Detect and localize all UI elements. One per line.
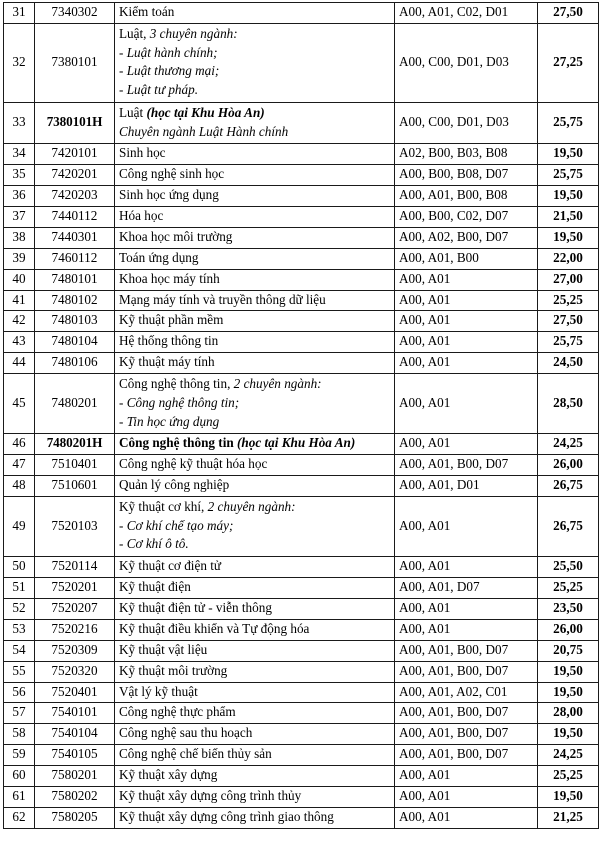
table-row: [4, 374, 599, 434]
table-row: [4, 745, 599, 766]
major-name-line: [119, 187, 219, 202]
table-row: [4, 290, 599, 311]
major-name-segment: Kỹ thuật môi trường: [119, 662, 228, 678]
subject-combination-cell: A00, A01, B00, B08: [395, 186, 538, 207]
major-name-cell: [115, 102, 395, 143]
row-index-cell: 45: [4, 374, 35, 434]
table-row: [4, 682, 599, 703]
major-name-segment: 2 chuyên ngành:: [233, 376, 322, 392]
major-name-cell: [115, 165, 395, 186]
major-name-cell: [115, 434, 395, 455]
major-name-line: [119, 62, 390, 81]
row-index-cell: 57: [4, 703, 35, 724]
major-name-segment: Hóa học: [119, 207, 164, 223]
major-name-segment: (học tại Khu Hòa An): [237, 435, 356, 451]
major-name-line: [119, 477, 229, 492]
row-index-cell: 35: [4, 165, 35, 186]
subject-combination-cell: A00, A01: [395, 290, 538, 311]
row-index-cell: 59: [4, 745, 35, 766]
major-name-line: [119, 81, 390, 100]
major-name-segment: 2 chuyên ngành:: [207, 498, 296, 514]
benchmark-score-cell: 19,50: [538, 682, 599, 703]
major-code-cell: 7380101: [35, 23, 115, 102]
major-name-segment: Hệ thống thông tin: [119, 333, 219, 349]
benchmark-score-cell: 27,50: [538, 3, 599, 24]
major-code-cell: 7420203: [35, 186, 115, 207]
major-name-segment: - Cơ khí chế tạo máy;: [119, 517, 234, 533]
subject-combination-cell: A00, A01: [395, 557, 538, 578]
benchmark-score-cell: 26,00: [538, 619, 599, 640]
table-row: [4, 144, 599, 165]
subject-combination-cell: A00, C00, D01, D03: [395, 102, 538, 143]
table-row: [4, 248, 599, 269]
major-code-cell: 7580201: [35, 766, 115, 787]
benchmark-score-cell: 26,75: [538, 496, 599, 556]
table-row: [4, 332, 599, 353]
benchmark-score-cell: 23,50: [538, 598, 599, 619]
major-name-line: [119, 394, 390, 413]
table-row: [4, 353, 599, 374]
benchmark-score-cell: 24,25: [538, 745, 599, 766]
row-index-cell: 53: [4, 619, 35, 640]
major-code-cell: 7480201: [35, 374, 115, 434]
subject-combination-cell: A00, A01, B00, D07: [395, 640, 538, 661]
row-index-cell: 32: [4, 23, 35, 102]
major-name-line: [119, 456, 267, 471]
major-name-segment: Luật,: [119, 25, 150, 41]
table-row: [4, 724, 599, 745]
major-code-cell: 7480201H: [35, 434, 115, 455]
major-name-segment: Kỹ thuật xây dựng công trình thủy: [119, 787, 302, 803]
major-name-segment: - Luật hành chính;: [119, 44, 218, 60]
row-index-cell: 52: [4, 598, 35, 619]
row-index-cell: 39: [4, 248, 35, 269]
major-name-cell: [115, 374, 395, 434]
major-name-cell: [115, 3, 395, 24]
benchmark-score-cell: 22,00: [538, 248, 599, 269]
row-index-cell: 41: [4, 290, 35, 311]
major-name-line: [119, 704, 236, 719]
admissions-score-table: [3, 2, 599, 829]
major-code-cell: 7480103: [35, 311, 115, 332]
benchmark-score-cell: 19,50: [538, 227, 599, 248]
row-index-cell: 61: [4, 786, 35, 807]
major-name-segment: Khoa học môi trường: [119, 228, 233, 244]
major-name-line: [119, 333, 218, 348]
major-name-segment: Công nghệ thông tin: [119, 435, 237, 451]
benchmark-score-cell: 27,25: [538, 23, 599, 102]
major-name-cell: [115, 476, 395, 497]
subject-combination-cell: A00, A01, B00, D07: [395, 745, 538, 766]
subject-combination-cell: A00, B00, B08, D07: [395, 165, 538, 186]
table-row: [4, 186, 599, 207]
major-name-cell: [115, 619, 395, 640]
major-name-segment: Công nghệ sau thu hoạch: [119, 725, 253, 741]
major-name-line: [119, 375, 390, 394]
major-name-line: [119, 498, 390, 517]
major-code-cell: 7520320: [35, 661, 115, 682]
table-row: [4, 640, 599, 661]
major-name-line: [119, 312, 223, 327]
major-name-line: [119, 642, 207, 657]
major-name-cell: [115, 557, 395, 578]
major-name-cell: [115, 290, 395, 311]
major-name-cell: [115, 578, 395, 599]
benchmark-score-cell: 21,25: [538, 807, 599, 828]
major-name-cell: [115, 598, 395, 619]
major-name-line: [119, 166, 224, 181]
major-name-segment: Kỹ thuật phần mềm: [119, 312, 224, 328]
row-index-cell: 33: [4, 102, 35, 143]
table-row: [4, 496, 599, 556]
major-name-cell: [115, 682, 395, 703]
major-code-cell: 7580205: [35, 807, 115, 828]
major-name-cell: [115, 206, 395, 227]
major-name-line: [119, 684, 198, 699]
major-code-cell: 7520103: [35, 496, 115, 556]
subject-combination-cell: A00, A01: [395, 786, 538, 807]
row-index-cell: 46: [4, 434, 35, 455]
major-code-cell: 7520207: [35, 598, 115, 619]
benchmark-score-cell: 19,50: [538, 724, 599, 745]
major-name-line: [119, 621, 309, 636]
table-row: [4, 227, 599, 248]
subject-combination-cell: A00, A01, A02, C01: [395, 682, 538, 703]
major-name-line: [119, 145, 166, 160]
row-index-cell: 54: [4, 640, 35, 661]
subject-combination-cell: A00, A01: [395, 434, 538, 455]
major-code-cell: 7480101: [35, 269, 115, 290]
major-name-line: [119, 746, 272, 761]
major-name-segment: Sinh học ứng dụng: [119, 187, 219, 203]
subject-combination-cell: A00, C00, D01, D03: [395, 23, 538, 102]
major-name-cell: [115, 353, 395, 374]
subject-combination-cell: A00, A01: [395, 374, 538, 434]
major-name-line: [119, 517, 390, 536]
major-name-segment: Sinh học: [119, 145, 166, 161]
row-index-cell: 47: [4, 455, 35, 476]
major-name-segment: - Công nghệ thông tin;: [119, 394, 240, 410]
benchmark-score-cell: 26,00: [538, 455, 599, 476]
subject-combination-cell: A00, A01, B00, D07: [395, 703, 538, 724]
major-name-line: [119, 767, 217, 782]
major-code-cell: 7540101: [35, 703, 115, 724]
table-row: [4, 206, 599, 227]
major-name-line: [119, 725, 252, 740]
row-index-cell: 37: [4, 206, 35, 227]
benchmark-score-cell: 25,75: [538, 332, 599, 353]
major-name-cell: [115, 269, 395, 290]
major-name-cell: [115, 144, 395, 165]
major-code-cell: 7520309: [35, 640, 115, 661]
major-name-cell: [115, 496, 395, 556]
major-name-cell: [115, 640, 395, 661]
major-name-segment: Kỹ thuật xây dựng công trình giao thông: [119, 808, 334, 824]
table-row: [4, 766, 599, 787]
benchmark-score-cell: 21,50: [538, 206, 599, 227]
major-code-cell: 7440301: [35, 227, 115, 248]
major-name-segment: - Tin học ứng dụng: [119, 413, 220, 429]
row-index-cell: 55: [4, 661, 35, 682]
major-name-segment: Kỹ thuật cơ khí,: [119, 498, 208, 514]
major-name-line: [119, 104, 390, 123]
table-row: [4, 311, 599, 332]
major-name-segment: Kỹ thuật điện: [119, 579, 191, 595]
major-code-cell: 7520401: [35, 682, 115, 703]
benchmark-score-cell: 25,25: [538, 578, 599, 599]
major-name-cell: [115, 186, 395, 207]
major-name-segment: (học tại Khu Hòa An): [146, 104, 265, 120]
benchmark-score-cell: 24,25: [538, 434, 599, 455]
major-name-cell: [115, 745, 395, 766]
table-row: [4, 807, 599, 828]
benchmark-score-cell: 25,75: [538, 165, 599, 186]
table-row: [4, 557, 599, 578]
major-name-cell: [115, 807, 395, 828]
major-name-segment: Vật lý kỹ thuật: [119, 683, 198, 699]
major-code-cell: 7520114: [35, 557, 115, 578]
major-code-cell: 7480104: [35, 332, 115, 353]
subject-combination-cell: A00, A01: [395, 598, 538, 619]
subject-combination-cell: A00, A01: [395, 353, 538, 374]
major-name-line: [119, 809, 334, 824]
major-name-segment: Kỹ thuật điện tử - viễn thông: [119, 599, 272, 615]
benchmark-score-cell: 25,50: [538, 557, 599, 578]
subject-combination-cell: A00, A01: [395, 311, 538, 332]
major-code-cell: 7510601: [35, 476, 115, 497]
subject-combination-cell: A00, A02, B00, D07: [395, 227, 538, 248]
major-code-cell: 7460112: [35, 248, 115, 269]
row-index-cell: 44: [4, 353, 35, 374]
major-name-cell: [115, 227, 395, 248]
benchmark-score-cell: 19,50: [538, 786, 599, 807]
row-index-cell: 58: [4, 724, 35, 745]
subject-combination-cell: A00, A01: [395, 269, 538, 290]
subject-combination-cell: A00, B00, C02, D07: [395, 206, 538, 227]
subject-combination-cell: A00, A01, B00, D07: [395, 661, 538, 682]
major-code-cell: 7480102: [35, 290, 115, 311]
row-index-cell: 42: [4, 311, 35, 332]
major-name-line: [119, 579, 191, 594]
subject-combination-cell: A00, A01, C02, D01: [395, 3, 538, 24]
table-row: [4, 23, 599, 102]
major-name-cell: [115, 766, 395, 787]
major-name-segment: Kỹ thuật vật liệu: [119, 641, 208, 657]
major-name-line: [119, 123, 390, 142]
major-code-cell: 7440112: [35, 206, 115, 227]
major-name-line: [119, 271, 220, 286]
row-index-cell: 51: [4, 578, 35, 599]
major-code-cell: 7520216: [35, 619, 115, 640]
table-row: [4, 3, 599, 24]
major-name-cell: [115, 332, 395, 353]
row-index-cell: 40: [4, 269, 35, 290]
row-index-cell: 49: [4, 496, 35, 556]
subject-combination-cell: A00, A01: [395, 807, 538, 828]
major-name-line: [119, 558, 221, 573]
major-name-cell: [115, 455, 395, 476]
major-name-cell: [115, 661, 395, 682]
major-code-cell: 7340302: [35, 3, 115, 24]
row-index-cell: 50: [4, 557, 35, 578]
benchmark-score-cell: 25,25: [538, 290, 599, 311]
row-index-cell: 38: [4, 227, 35, 248]
table-body: [4, 3, 599, 829]
row-index-cell: 48: [4, 476, 35, 497]
table-row: [4, 102, 599, 143]
table-row: [4, 598, 599, 619]
major-code-cell: 7540104: [35, 724, 115, 745]
benchmark-score-cell: 25,25: [538, 766, 599, 787]
major-name-line: [119, 229, 232, 244]
major-name-segment: - Cơ khí ô tô.: [119, 536, 189, 552]
table-row: [4, 786, 599, 807]
benchmark-score-cell: 19,50: [538, 186, 599, 207]
benchmark-score-cell: 28,00: [538, 703, 599, 724]
subject-combination-cell: A00, A01, B00: [395, 248, 538, 269]
major-name-segment: Chuyên ngành Luật Hành chính: [119, 123, 289, 139]
row-index-cell: 34: [4, 144, 35, 165]
major-name-line: [119, 354, 215, 369]
major-name-cell: [115, 23, 395, 102]
major-code-cell: 7540105: [35, 745, 115, 766]
major-name-segment: Công nghệ thông tin,: [119, 376, 234, 392]
major-name-segment: Công nghệ sinh học: [119, 166, 225, 182]
table-row: [4, 269, 599, 290]
subject-combination-cell: A00, A01: [395, 619, 538, 640]
major-name-line: [119, 435, 355, 450]
major-name-line: [119, 535, 390, 554]
row-index-cell: 36: [4, 186, 35, 207]
benchmark-score-cell: 19,50: [538, 661, 599, 682]
major-name-cell: [115, 703, 395, 724]
major-name-segment: Kiểm toán: [119, 4, 175, 19]
major-code-cell: 7480106: [35, 353, 115, 374]
benchmark-score-cell: 26,75: [538, 476, 599, 497]
benchmark-score-cell: 28,50: [538, 374, 599, 434]
major-name-segment: Công nghệ kỹ thuật hóa học: [119, 456, 268, 472]
benchmark-score-cell: 24,50: [538, 353, 599, 374]
row-index-cell: 60: [4, 766, 35, 787]
major-name-line: [119, 292, 326, 307]
major-name-segment: Kỹ thuật cơ điện tử: [119, 558, 222, 574]
major-code-cell: 7580202: [35, 786, 115, 807]
table-row: [4, 434, 599, 455]
major-name-line: [119, 600, 272, 615]
subject-combination-cell: A00, A01, B00, D07: [395, 724, 538, 745]
major-name-segment: Khoa học máy tính: [119, 270, 220, 286]
major-name-line: [119, 4, 174, 19]
major-name-segment: - Luật thương mại;: [119, 63, 220, 79]
major-name-line: [119, 44, 390, 63]
subject-combination-cell: A00, A01, D07: [395, 578, 538, 599]
major-name-segment: Kỹ thuật xây dựng: [119, 767, 218, 783]
major-name-cell: [115, 724, 395, 745]
table-row: [4, 703, 599, 724]
major-code-cell: 7420201: [35, 165, 115, 186]
major-name-segment: Luật: [119, 104, 147, 120]
major-name-segment: Công nghệ chế biến thủy sản: [119, 746, 272, 762]
subject-combination-cell: A00, A01, D01: [395, 476, 538, 497]
major-name-segment: 3 chuyên ngành:: [149, 25, 238, 41]
major-code-cell: 7520201: [35, 578, 115, 599]
table-row: [4, 578, 599, 599]
major-name-cell: [115, 248, 395, 269]
table-row: [4, 455, 599, 476]
major-name-segment: Quản lý công nghiệp: [119, 477, 230, 493]
major-name-segment: - Luật tư pháp.: [119, 82, 198, 98]
table-row: [4, 476, 599, 497]
subject-combination-cell: A00, A01: [395, 332, 538, 353]
major-code-cell: 7420101: [35, 144, 115, 165]
major-name-line: [119, 25, 390, 44]
major-name-cell: [115, 311, 395, 332]
subject-combination-cell: A00, A01: [395, 496, 538, 556]
table-row: [4, 619, 599, 640]
row-index-cell: 31: [4, 3, 35, 24]
table-row: [4, 661, 599, 682]
major-name-segment: Mạng máy tính và truyền thông dữ liệu: [119, 291, 326, 307]
benchmark-score-cell: 27,00: [538, 269, 599, 290]
row-index-cell: 56: [4, 682, 35, 703]
row-index-cell: 62: [4, 807, 35, 828]
major-name-line: [119, 250, 198, 265]
major-name-line: [119, 413, 390, 432]
subject-combination-cell: A00, A01, B00, D07: [395, 455, 538, 476]
major-name-segment: Công nghệ thực phẩm: [119, 704, 236, 720]
major-name-line: [119, 663, 227, 678]
major-name-line: [119, 208, 163, 223]
benchmark-score-cell: 20,75: [538, 640, 599, 661]
major-code-cell: 7380101H: [35, 102, 115, 143]
major-name-segment: Kỹ thuật máy tính: [119, 354, 215, 370]
subject-combination-cell: A02, B00, B03, B08: [395, 144, 538, 165]
major-name-segment: Toán ứng dụng: [119, 249, 199, 265]
benchmark-score-cell: 25,75: [538, 102, 599, 143]
benchmark-score-cell: 27,50: [538, 311, 599, 332]
subject-combination-cell: A00, A01: [395, 766, 538, 787]
major-name-cell: [115, 786, 395, 807]
benchmark-score-cell: 19,50: [538, 144, 599, 165]
row-index-cell: 43: [4, 332, 35, 353]
major-name-segment: Kỹ thuật điều khiển và Tự động hóa: [119, 620, 310, 636]
major-code-cell: 7510401: [35, 455, 115, 476]
major-name-line: [119, 788, 301, 803]
table-row: [4, 165, 599, 186]
